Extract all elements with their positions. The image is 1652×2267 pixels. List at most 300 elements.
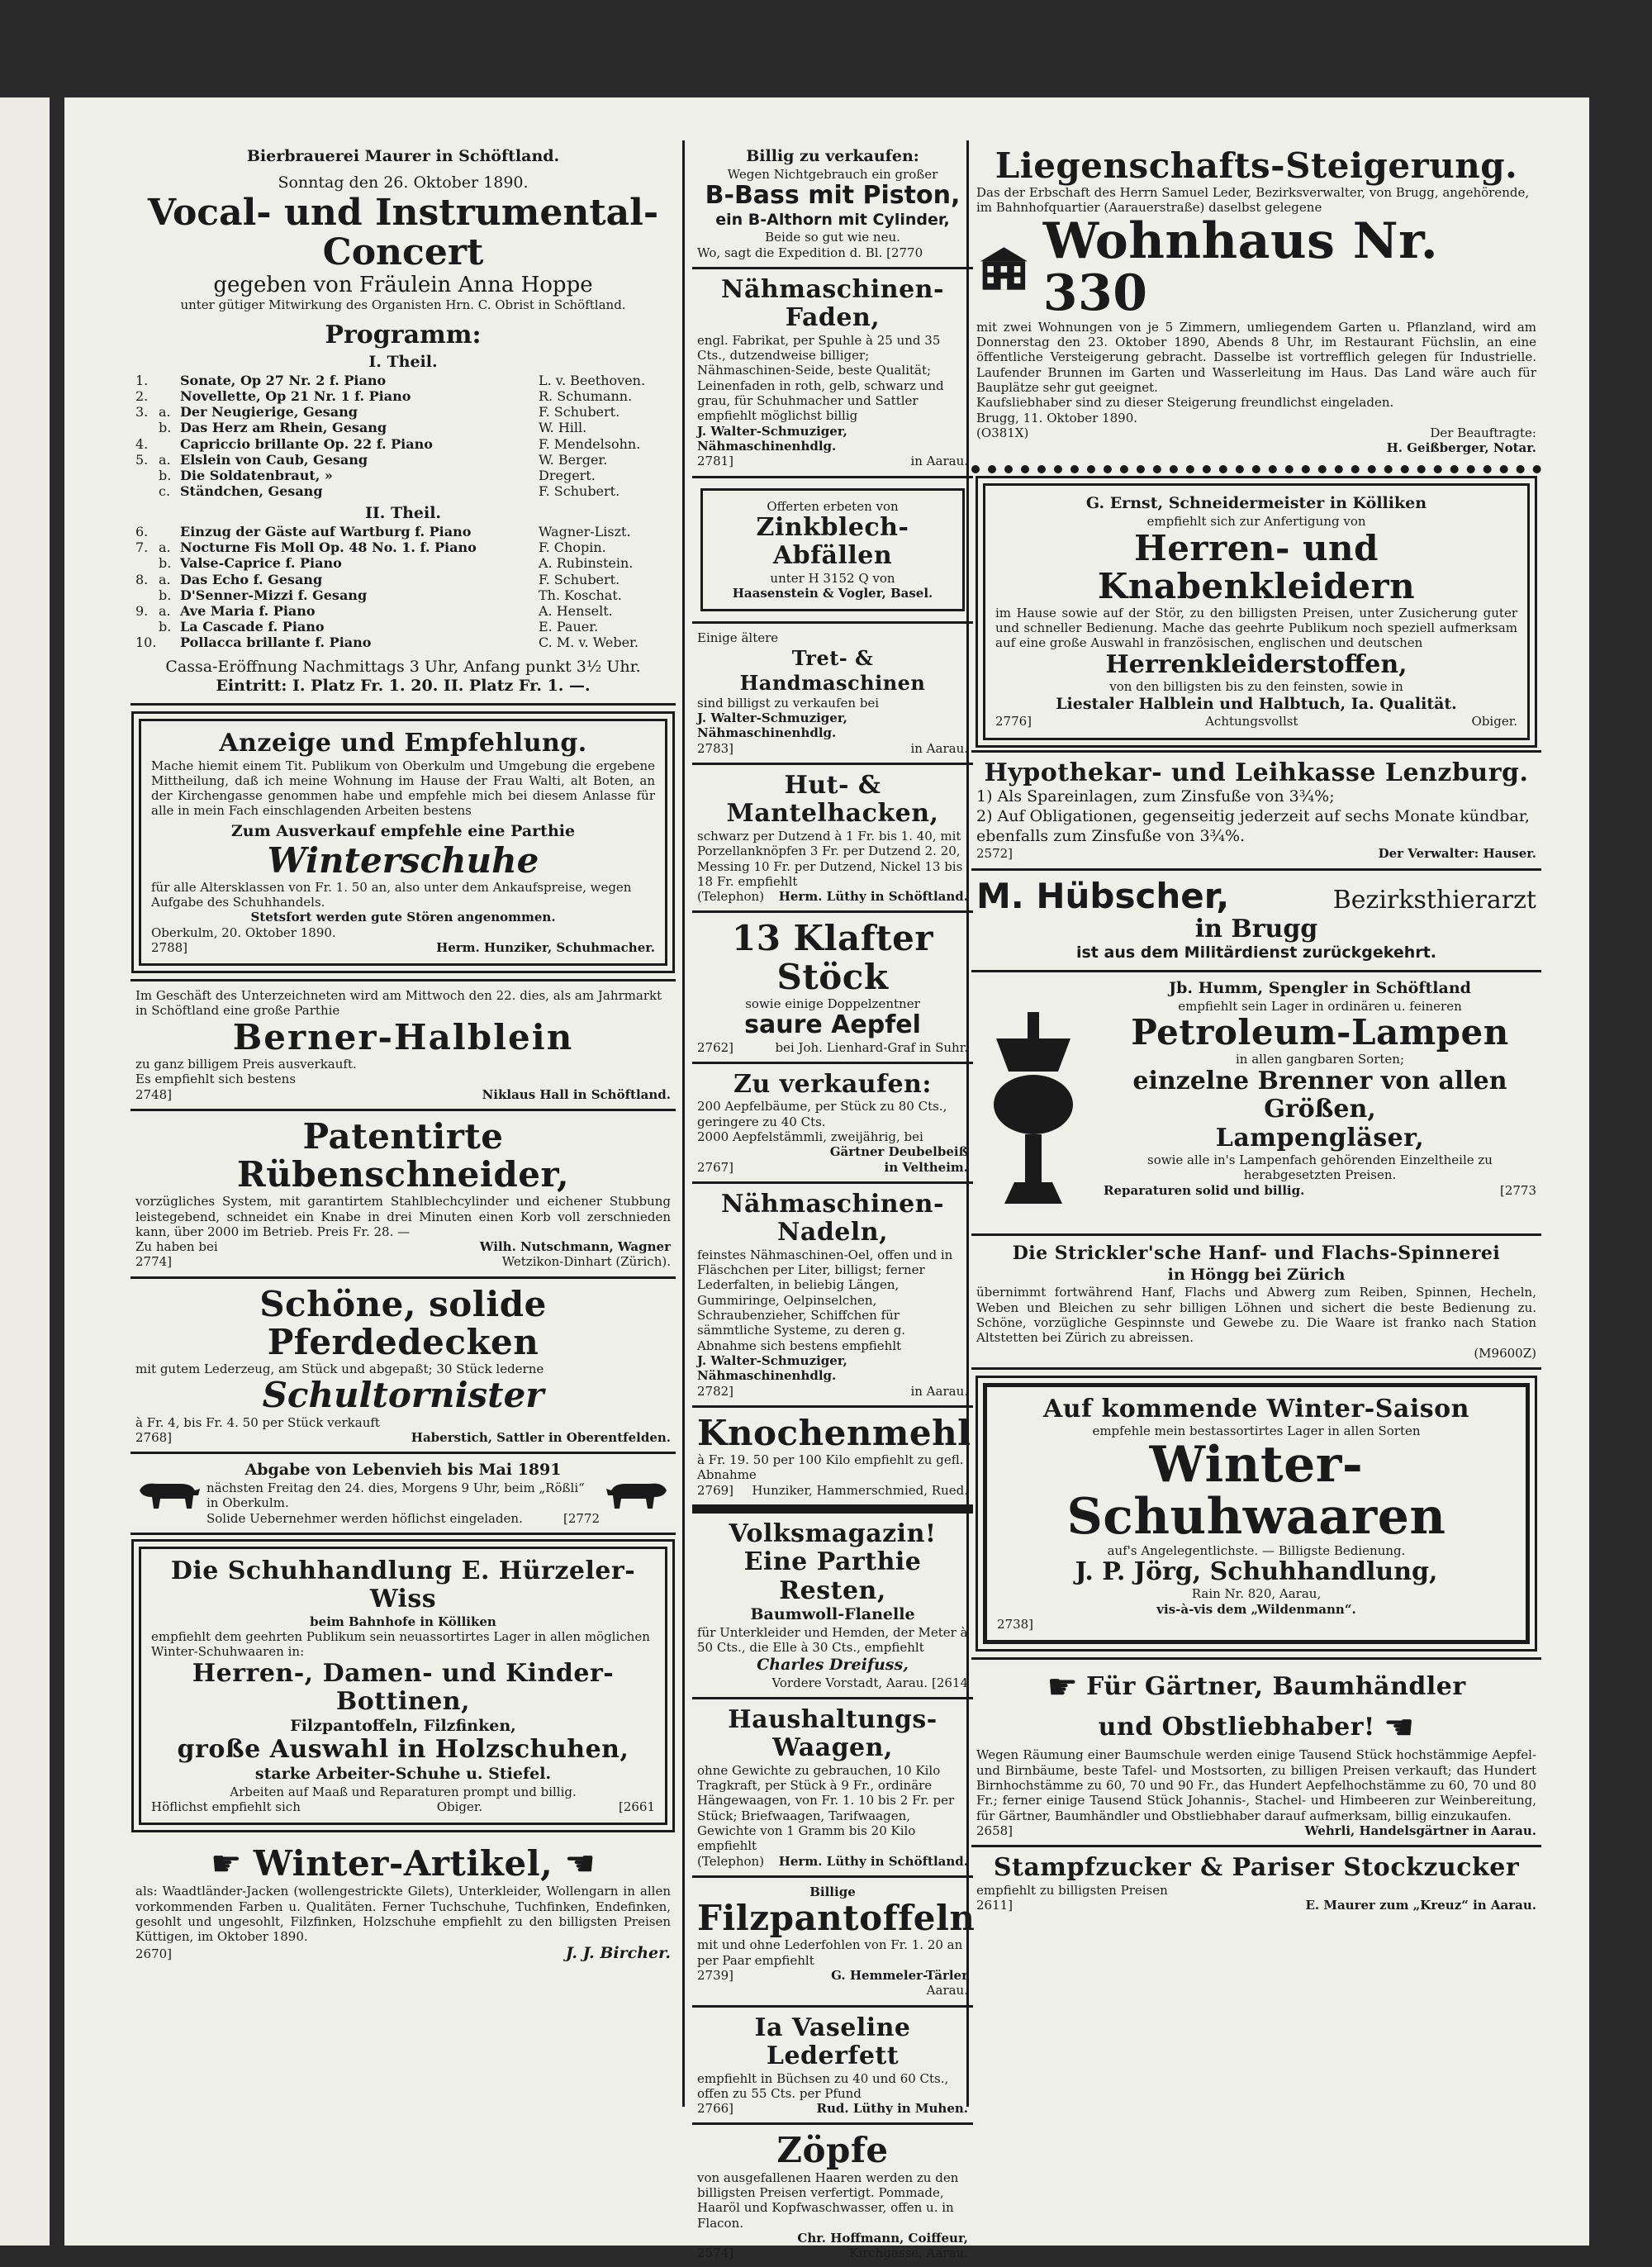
waagen-sign: Herm. Lüthy in Schöftland.: [778, 1853, 968, 1869]
program-title: Ave Maria f. Piano: [180, 603, 316, 620]
volks-big: Eine Parthie Resten,: [743, 1547, 922, 1605]
program-title: Novellette, Op 21 Nr. 1 f. Piano: [180, 388, 411, 405]
naehfaden-sign: J. Walter-Schmuziger, Nähmaschinenhdlg.: [697, 423, 847, 454]
lampen-ad: [971, 972, 1541, 1236]
naehfaden-place: in Aarau.: [910, 454, 968, 469]
schuh-ad: [139, 1547, 667, 1825]
vaseline-body: empfiehlt in Büchsen zu 40 und 60 Cts., offen zu 55 Cts. per Pfund: [697, 2070, 949, 2101]
ernst-l2: von den billigsten bis zu den feinsten, sowie in: [1109, 679, 1403, 695]
lebenvieh-title: Abgabe von Lebenvieh bis Mai 1891: [244, 1461, 562, 1480]
program-number: [135, 468, 159, 483]
huebscher-l1: ist aus dem Militärdienst zurückgekehrt.: [1075, 943, 1437, 962]
program-composer: R. Schumann.: [539, 388, 633, 405]
liegen-date: Brugg, 11. Oktober 1890.: [976, 410, 1138, 425]
billig-ad: [692, 140, 973, 269]
knochen-body: à Fr. 19. 50 per 100 Kilo empfiehlt zu gefl. Abnahme: [697, 1452, 964, 1483]
schuh-big: Herren-, Damen- und Kinder-Bottinen,: [192, 1658, 615, 1717]
column-rule-1: [682, 140, 685, 2107]
filz-l1: Billige: [809, 1884, 856, 1899]
program-title: Die Soldatenbraut, »: [180, 467, 333, 483]
program-title: Der Neugierige, Gesang: [180, 404, 358, 421]
billig-l3: Beide so gut wie neu.: [765, 230, 900, 245]
billig-big1: B-Bass mit Piston,: [705, 181, 961, 211]
pointing-hand-right-icon: ☛: [211, 1843, 242, 1884]
volks-place: Vordere Vorstadt, Aarau. [2614: [771, 1675, 968, 1690]
verk-place: in Veltheim.: [884, 1159, 968, 1175]
pferd-sub: mit gutem Lederzeug, am Stück und abgepaßt; 30 Stück lederne: [135, 1362, 544, 1377]
berner-ad: [131, 979, 676, 1111]
winter-sign: J. J. Bircher.: [565, 1944, 671, 1963]
ernst-body: im Hause sowie auf der Stör, zu den billigsten Preisen, unter Zusicherung guter und schneller Bedienung. Mache das geehrte Publikum noch speziell aufmerksam auf eine große Auswahl in französischen, englischen und deutschen: [995, 605, 1517, 651]
verk-l3: Gärtner Deubelbeiß: [829, 1144, 968, 1160]
rueben-ad: [131, 1111, 676, 1279]
strickler-title: Die Strickler'sche Hanf- und Flachs-Spinnerei: [1012, 1243, 1501, 1265]
program-row: [135, 587, 671, 603]
program-sub: [159, 388, 180, 404]
zink-l3: Haasenstein & Vogler, Basel.: [732, 586, 933, 601]
program-number: [135, 483, 159, 499]
schuh-sign: Obiger.: [436, 1799, 483, 1814]
rueben-avail: Zu haben bei: [135, 1239, 218, 1255]
waagen-ad: [692, 1699, 973, 1878]
joerg-code: 2738]: [997, 1617, 1034, 1633]
joerg-title: Auf kommende Winter-Saison: [1043, 1394, 1469, 1423]
zucker-ad: [971, 1847, 1541, 1919]
nadeln-title: Nähmaschinen-Nadeln,: [721, 1189, 944, 1248]
lampen-l4: Lampengläser,: [1215, 1123, 1425, 1153]
concert-date: Sonntag den 26. Oktober 1890.: [278, 173, 529, 192]
program-title: Einzug der Gäste auf Wartburg f. Piano: [180, 524, 472, 540]
program-number: 6.: [135, 524, 149, 540]
program-number: 7.: [135, 539, 149, 556]
program-sub: [159, 524, 180, 539]
tret-l1: Einige ältere: [697, 630, 779, 646]
waagen-tel: (Telephon): [697, 1853, 765, 1869]
program-row: [135, 483, 671, 499]
ernst-l3: Liestaler Halblein und Halbtuch, Ia. Qualität.: [1056, 694, 1457, 713]
knochen-title: Knochenmehl: [697, 1412, 971, 1453]
lampen-l6: Reparaturen solid und billig.: [1104, 1182, 1305, 1198]
anzeige-sign: Herm. Hunziker, Schuhmacher.: [436, 939, 655, 955]
klafter-code: 2762]: [697, 1039, 734, 1055]
program-composer: W. Hill.: [539, 420, 587, 436]
klafter-big2: saure Aepfel: [744, 1010, 921, 1040]
schuh-l1: beim Bahnhofe in Kölliken: [310, 1614, 496, 1629]
tret-code: 2783]: [697, 740, 734, 756]
waagen-body: ohne Gewichte zu gebrauchen, 10 Kilo Tragkraft, per Stück à 9 Fr., ordinäre Hängewaagen, von Fr. 1. 10 bis 2 Fr. per Stück; Briefwaagen, Tarifwaagen, Gewichte von 1 Gramm bis 20 Kilo empfiehlt: [697, 1762, 955, 1854]
ernst-l1: empfiehlt sich zur Anfertigung von: [1146, 514, 1366, 530]
huebscher-ad: [971, 871, 1541, 972]
program-title: Nocturne Fis Moll Op. 48 No. 1. f. Piano: [180, 539, 477, 556]
naehfaden-title: Nähmaschinen-Faden,: [721, 274, 944, 333]
zink-l1: Offerten erbeten von: [767, 498, 899, 514]
naehfaden-code: 2781]: [697, 454, 734, 469]
anzeige-stoeren: Stetsfort werden gute Stören angenommen.: [250, 910, 556, 925]
winter-code: 2670]: [135, 1946, 173, 1962]
program-row: [135, 524, 671, 539]
berner-sub: zu ganz billigem Preis ausverkauft.: [135, 1056, 357, 1072]
anzeige-body: Mache hiemit einem Tit. Publikum von Oberkulm und Umgebung die ergebene Mittheilung, daß ich meine Wohnung im Hause der Frau Walti, alt Boten, an der Kirchengasse genommen habe und empfehle mich bei diesem Anlasse für alle in mein Fach einschlagenden Arbeiten bestens: [151, 758, 655, 819]
filz-big: Filzpantoffeln: [697, 1898, 976, 1939]
program-row: [135, 619, 671, 634]
pointing-hand-left-icon: ☚: [1383, 1707, 1415, 1748]
schuh-l4: Höflichst empfiehlt sich: [151, 1799, 301, 1814]
program-row: [135, 634, 671, 650]
lampen-l5: sowie alle in's Lampenfach gehörenden Einzeltheile zu herabgesetzten Preisen.: [1147, 1153, 1493, 1183]
program-composer: Wagner-Liszt.: [539, 524, 631, 540]
program-row: [135, 420, 671, 435]
vaseline-ad: [692, 2008, 973, 2126]
program-title: Das Herz am Rhein, Gesang: [180, 420, 387, 436]
lampen-l1: empfiehlt sein Lager in ordinären u. feineren: [1178, 998, 1462, 1014]
hut-title: Hut- & Mantelhacken,: [726, 770, 939, 829]
program-row: [135, 555, 671, 571]
anzeige-big: Winterschuhe: [267, 839, 539, 881]
anzeige-small: für alle Altersklassen von Fr. 1. 50 an, also unter dem Ankaufspreise, wegen Aufgabe des Schuhhandels.: [151, 879, 632, 910]
joerg-sign: J. P. Jörg, Schuhhandlung,: [1075, 1556, 1438, 1586]
zink-l2: unter H 3152 Q von: [770, 570, 895, 586]
pferd-title: Schöne, solide Pferdedecken: [259, 1283, 547, 1362]
program-sub: a.: [159, 539, 171, 556]
anzeige-title: Anzeige und Empfehlung.: [219, 729, 587, 758]
billig-l2: ein B-Althorn mit Cylinder,: [715, 210, 950, 229]
huebscher-role: Bezirksthierarzt: [1332, 885, 1536, 915]
liegen-code: (O381X): [976, 425, 1029, 440]
verk-code: 2767]: [697, 1159, 734, 1175]
program-sub: b.: [159, 587, 172, 603]
lampen-l3: einzelne Brenner von allen Größen,: [1132, 1066, 1507, 1124]
column-left: [131, 140, 676, 2116]
knochen-ad: [692, 1408, 973, 1507]
waagen-title: Haushaltungs-Waagen,: [728, 1704, 938, 1763]
gaertner-title: Für Gärtner, Baumhändler: [1086, 1671, 1466, 1701]
program-sub: b.: [159, 555, 172, 572]
hypo-sign: Der Verwalter: Hauser.: [1378, 846, 1536, 862]
ernst-code: 2776]: [995, 714, 1032, 730]
schuh-l2: empfiehlt dem geehrten Publikum sein neuassortirtes Lager in allen möglichen Winter-Schuhwaaren in:: [151, 1629, 650, 1660]
program-row: [135, 468, 671, 483]
knochen-code: 2769]: [697, 1482, 734, 1498]
concert-assist: unter gütiger Mitwirkung des Organisten Hrn. C. Obrist in Schöftland.: [180, 297, 626, 313]
pointing-hand-right-icon: ☛: [1047, 1666, 1078, 1708]
klafter-l1: sowie einige Doppelzentner: [745, 996, 920, 1011]
naehfaden-ad: [692, 269, 973, 478]
concert-programm-heading: Programm:: [325, 320, 482, 349]
program-title: Elslein von Caub, Gesang: [180, 451, 368, 468]
program-sub: [159, 436, 180, 452]
zucker-code: 2611]: [976, 1897, 1014, 1913]
hypo-title: Hypothekar- und Leihkasse Lenzburg.: [984, 758, 1529, 787]
vaseline-code: 2766]: [697, 2101, 734, 2117]
liegen-role: Der Beauftragte:: [1430, 425, 1536, 440]
gaertner-sign: Wehrli, Handelsgärtner in Aarau.: [1304, 1823, 1536, 1838]
hypo-ad: [971, 750, 1541, 871]
lampen-code: [2773: [1499, 1182, 1536, 1198]
program-composer: E. Pauer.: [539, 619, 599, 635]
volks-sign: Charles Dreifuss,: [757, 1655, 909, 1674]
verk-l2: 2000 Aepfelstämmli, zweijährig, bei: [697, 1129, 923, 1144]
zoepfe-big: Zöpfe: [776, 2130, 889, 2171]
filz-code: 2739]: [697, 1967, 734, 1983]
gaertner-ad: [971, 1657, 1541, 1847]
strickler-body: übernimmt fortwährend Hanf, Flachs und Abwerg zum Reiben, Spinnen, Hecheln, Weben und Bleichen zu sehr billigen Löhnen und sichert die beste Bedienung zu. Schöne, vorzügliche Gespinnste und Gewebe zu. Die Waare ist franko nach Station Altstetten bei Zürich zu abreissen.: [976, 1285, 1536, 1346]
program-sub: a.: [159, 404, 171, 421]
strickler-place: in Höngg bei Zürich: [1167, 1265, 1346, 1284]
program-number: 2.: [135, 388, 149, 405]
joerg-l2: auf's Angelegentlichste. — Billigste Bedienung.: [1107, 1542, 1406, 1558]
program-sub: [159, 373, 180, 388]
ernst-ad: [983, 483, 1530, 739]
winter-artikel-ad: [131, 1837, 676, 1970]
nadeln-body: feinstes Nähmaschinen-Oel, offen und in Fläschchen per Liter, billigst; ferner Lederfalten, in beliebig Längen, Gummiringe, Oelpinselchen, Schraubenzieher, Schiffchen für sämmtliche Systeme, zu deren g. Abnahme sich bestens empfiehlt: [697, 1247, 953, 1353]
program-sub: a.: [159, 571, 171, 587]
program-number: [135, 420, 159, 435]
concert-header: Bierbrauerei Maurer in Schöftland.: [246, 147, 560, 165]
hypo-l1: 1) Als Spareinlagen, zum Zinsfuße von 3¾%;: [976, 787, 1335, 806]
concert-program-part1: [135, 373, 671, 500]
program-number: [135, 555, 159, 571]
program-number: [135, 587, 159, 603]
concert-eintritt: Eintritt: I. Platz Fr. 1. 20. II. Platz Fr. 1. —.: [216, 677, 591, 696]
pferd-price: à Fr. 4, bis Fr. 4. 50 per Stück verkauft: [135, 1414, 380, 1430]
program-row: [135, 404, 671, 420]
volks-l1: Baumwoll-Flanelle: [750, 1605, 915, 1624]
hut-body: schwarz per Dutzend à 1 Fr. bis 1. 40, mit Porzellanknöpfen 3 Fr. per Dutzend 2. 20, Messing 10 Fr. per Dutzend, Nickel 13 bis 18 Fr. empfiehlt: [697, 828, 963, 889]
program-title: Pollacca brillante f. Piano: [180, 634, 372, 651]
program-sub: [159, 634, 180, 650]
nadeln-code: 2782]: [697, 1383, 734, 1399]
liegen-intro: Das der Erbschaft des Herrn Samuel Leder, Bezirksverwalter, von Brugg, angehörende, im Bahnhofquartier (Aarauerstraße) daselbst gelegene: [976, 185, 1530, 216]
huebscher-name: M. Hübscher,: [976, 875, 1230, 916]
program-composer: F. Schubert.: [539, 571, 620, 587]
zoepfe-place: Kirchgasse, Aarau.: [849, 2246, 968, 2261]
program-title: Valse-Caprice f. Piano: [180, 555, 342, 572]
ernst-l4: Achtungsvollst: [1205, 714, 1298, 730]
program-title: La Cascade f. Piano: [180, 619, 325, 635]
zink-ad: [692, 478, 973, 625]
concert-program-part2: [135, 524, 671, 651]
ornamental-rule: [971, 465, 1541, 473]
hut-tel: (Telephon): [697, 889, 765, 905]
rueben-code: 2774]: [135, 1254, 173, 1270]
pferd-big: Schultornister: [262, 1375, 544, 1416]
filz-body: mit und ohne Lederfohlen von Fr. 1. 20 an per Paar empfiehlt: [697, 1937, 963, 1968]
filz-sign: G. Hemmeler-Tärler: [831, 1967, 968, 1983]
program-number: 8.: [135, 571, 149, 587]
liegen-sign: H. Geißberger, Notar.: [1386, 440, 1536, 456]
zucker-l1: empfiehlt zu billigsten Preisen: [976, 1882, 1168, 1898]
cow-icon: [135, 1472, 202, 1514]
program-composer: F. Schubert.: [539, 483, 620, 500]
program-row: [135, 539, 671, 555]
program-composer: F. Mendelsohn.: [539, 435, 641, 452]
liegen-title: Liegenschafts-Steigerung.: [995, 145, 1518, 186]
program-composer: F. Schubert.: [539, 404, 620, 421]
cow-icon: [605, 1472, 671, 1514]
program-composer: F. Chopin.: [539, 539, 606, 556]
nadeln-place: in Aarau.: [910, 1383, 968, 1399]
anzeige-code: 2788]: [151, 939, 188, 955]
schuh-big2: große Auswahl in Holzschuhen,: [177, 1735, 629, 1765]
hypo-code: 2572]: [976, 846, 1014, 862]
gaertner-body: Wegen Räumung einer Baumschule werden einige Tausend Stück hochstämmige Aepfel- und Birnbäume, beste Tafel- und Mostsorten, zu billigen Preisen verkauft; das Hundert Birnhochstämme zu 60, 70 und 90 Fr., das Hundert Aepfelhochstämme zu 60, 70 und 80 Fr.; ferner einige Tausend Stück Johannis-, Stachel- und Himbeeren zur Weinbereitung, für Gärtner, Baumhändler und Obstliebhaber darauf aufmerksam, billig einzukaufen.: [976, 1747, 1536, 1823]
nadeln-sign: J. Walter-Schmuziger, Nähmaschinenhdlg.: [697, 1352, 847, 1384]
joerg-l3: vis-à-vis dem „Wildenmann“.: [1156, 1601, 1356, 1617]
zoepfe-ad: [692, 2125, 973, 2267]
program-title: Sonate, Op 27 Nr. 2 f. Piano: [180, 372, 387, 388]
program-row: [135, 436, 671, 452]
ernst-sign: Obiger.: [1471, 714, 1517, 730]
anzeige-ad: [139, 719, 667, 966]
liegen-l2: Kaufsliebhaber sind zu dieser Steigerung freundlichst eingeladen.: [976, 395, 1394, 411]
volks-title: Volksmagazin!: [729, 1518, 937, 1548]
house-icon: [976, 243, 1032, 292]
filz-place: Aarau.: [926, 1983, 968, 1998]
verk-l1: 200 Aepfelbäume, per Stück zu 80 Cts., geringere zu 40 Cts.: [697, 1099, 947, 1129]
rueben-body: vorzügliches System, mit garantirtem Stahlblechcylinder und eichener Stubbung leistegebend, schneidet ein Knabe in drei Minuten einen Korb voll zerschnieden kann, über 2000 im Betrieb. Preis Fr. 28. —: [135, 1194, 671, 1239]
lampen-l2: in allen gangbaren Sorten;: [1236, 1052, 1404, 1067]
strickler-ad: [971, 1236, 1541, 1370]
program-sub: b.: [159, 420, 172, 436]
volks-body: für Unterkleider und Hemden, der Meter à 50 Cts., die Elle à 30 Cts., empfiehlt: [697, 1625, 968, 1656]
liegen-body: mit zwei Wohnungen von je 5 Zimmern, umliegendem Garten u. Pflanzland, wird am Donnerstag den 23. Oktober 1890, Abends 8 Uhr, im Restaurant Füchslin, an eine öffentliche Versteigerung gebracht. Dasselbe ist vortrefflich gelegen für Industrielle. Laufender Brunnen im Garten und Wasserleitung im Haus. Das Land wäre auch für Bauplätze sehr gut geeignet.: [976, 319, 1536, 395]
hypo-l2: 2) Auf Obligationen, gegenseitig jederzeit auf sechs Monate kündbar, ebenfalls zum Zinsfuße von 3¾%.: [976, 806, 1530, 845]
klafter-big: 13 Klafter Stöck: [731, 918, 934, 997]
billig-l4: Wo, sagt die Expedition d. Bl. [2770: [697, 245, 923, 260]
lebenvieh-foot: Solide Uebernehmer werden höflichst eingeladen.: [206, 1510, 523, 1526]
program-row: [135, 603, 671, 619]
pointing-hand-left-icon: ☚: [564, 1843, 596, 1884]
rueben-place: Wetzikon-Dinhart (Zürich).: [501, 1254, 671, 1270]
klafter-sign: bei Joh. Lienhard-Graf in Suhr.: [775, 1039, 968, 1055]
lebenvieh-code: [2772: [563, 1510, 600, 1526]
vaseline-big: Ia Vaseline Lederfett: [754, 2013, 911, 2071]
tret-sign: J. Walter-Schmuziger, Nähmaschinenhdlg.: [697, 711, 847, 741]
program-number: 10.: [135, 634, 157, 651]
zucker-sign: E. Maurer zum „Kreuz“ in Aarau.: [1305, 1897, 1536, 1913]
program-number: [135, 619, 159, 634]
schuh-title: Die Schuhhandlung E. Hürzeler-Wiss: [170, 1556, 636, 1614]
hut-sign: Herm. Lüthy in Schöftland.: [778, 889, 968, 905]
zoepfe-code: 2574]: [697, 2246, 734, 2261]
program-sub: a.: [159, 603, 171, 620]
verk-ad: [692, 1064, 973, 1184]
gaertner-title2: und Obstliebhaber!: [1098, 1712, 1375, 1742]
program-number: 5.: [135, 451, 149, 468]
program-sub: a.: [159, 451, 171, 468]
lebenvieh-body: nächsten Freitag den 24. dies, Morgens 9 Uhr, beim „Rößli“ in Oberkulm.: [206, 1480, 585, 1511]
huebscher-place: in Brugg: [1194, 914, 1318, 943]
petroleum-lamp-icon: [980, 1005, 1087, 1212]
lampen-title: Jb. Humm, Spengler in Schöftland: [1169, 979, 1471, 998]
berner-code: 2748]: [135, 1086, 173, 1102]
program-composer: W. Berger.: [539, 451, 608, 468]
program-title: D'Senner-Mizzi f. Gesang: [180, 587, 368, 603]
knochen-sign: Hunziker, Hammerschmied, Rued.: [752, 1482, 968, 1498]
schuh-l3: Arbeiten auf Maaß und Reparaturen prompt und billig.: [230, 1784, 577, 1799]
schuh-code: [2661: [618, 1799, 655, 1814]
concert-title: Vocal- und Instrumental-Concert: [147, 191, 659, 273]
ernst-big: Herren- und Knabenkleidern: [1097, 527, 1416, 606]
liegen-ad: [971, 140, 1541, 462]
joerg-l1: empfehle mein bestassortirtes Lager in allen Sorten: [1092, 1423, 1421, 1439]
program-composer: Th. Koschat.: [539, 587, 622, 603]
program-number: 3.: [135, 404, 149, 421]
program-row: [135, 452, 671, 468]
vaseline-sign: Rud. Lüthy in Muhen.: [816, 2101, 968, 2117]
tret-ad: [692, 624, 973, 764]
pferd-code: 2768]: [135, 1429, 173, 1445]
lampen-big: Petroleum-Lampen: [1131, 1012, 1509, 1053]
rueben-title: Patentirte Rübenschneider,: [236, 1115, 570, 1195]
zink-big: Zinkblech-Abfällen: [756, 512, 909, 571]
tret-body: sind billigst zu verkaufen bei: [697, 695, 880, 711]
joerg-ad: [983, 1383, 1530, 1644]
concert-part2: II. Theil.: [364, 504, 442, 523]
berner-intro: Im Geschäft des Unterzeichneten wird am Mittwoch den 22. dies, als am Jahrmarkt in Schöftland eine große Parthie: [135, 988, 662, 1019]
winter-title: Winter-Artikel,: [253, 1842, 553, 1884]
concert-ad: [131, 140, 676, 706]
program-title: Das Echo f. Gesang: [180, 571, 323, 587]
tret-big: Tret- & Handmaschinen: [739, 645, 926, 695]
program-sub: b.: [159, 467, 172, 483]
zoepfe-sign: Chr. Hoffmann, Coiffeur,: [797, 2230, 968, 2246]
program-number: 4.: [135, 435, 149, 452]
concert-given-by: gegeben von Fräulein Anna Hoppe: [213, 273, 593, 298]
joerg-big: Winter-Schuhwaaren: [1066, 1435, 1446, 1546]
program-composer: A. Rubinstein.: [539, 555, 634, 572]
zoepfe-body: von ausgefallenen Haaren werden zu den billigsten Preisen verfertigt. Pommade, Haaröl und Kopfwaschwasser, offen u. in Flacon.: [697, 2170, 959, 2231]
berner-big: Berner-Halblein: [232, 1016, 574, 1057]
program-row: [135, 572, 671, 587]
billig-l1: Wegen Nichtgebrauch ein großer: [727, 166, 938, 182]
pferd-sign: Haberstich, Sattler in Oberentfelden.: [411, 1429, 671, 1445]
schuh-mid: Filzpantoffeln, Filzfinken,: [290, 1716, 516, 1735]
program-composer: A. Henselt.: [539, 603, 613, 620]
volks-ad: [692, 1507, 973, 1699]
program-number: 1.: [135, 372, 149, 388]
klafter-ad: [692, 913, 973, 1063]
program-row: [135, 388, 671, 404]
nadeln-ad: [692, 1184, 973, 1408]
ernst-title: G. Ernst, Schneidermeister in Kölliken: [1085, 494, 1427, 513]
program-title: Ständchen, Gesang: [180, 483, 323, 500]
gaertner-code: 2658]: [976, 1823, 1014, 1838]
program-row: [135, 373, 671, 388]
filz-ad: [692, 1878, 976, 2008]
strickler-code: (M9600Z): [1474, 1345, 1536, 1361]
pferd-ad: [131, 1279, 676, 1454]
column-middle: [692, 140, 976, 2261]
concert-cassa: Cassa-Eröffnung Nachmittags 3 Uhr, Anfang punkt 3½ Uhr.: [165, 657, 641, 676]
verk-title: Zu verkaufen:: [733, 1069, 932, 1099]
winter-body: als: Waadtländer-Jacken (wollengestrickte Gilets), Unterkleider, Wollengarn in allen vorkommenden Farben u. Qualitäten. Ferner Tuchschuhe, Tuchfinken, Endefinken, gesohlt und ungesohlt, Filzfinken, Holzschuhe empfiehlt zu den billigsten Preisen Küttigen, im Oktober 1890.: [135, 1884, 671, 1945]
tret-place: in Aarau.: [910, 740, 968, 756]
lebenvieh-ad: [131, 1454, 676, 1535]
ernst-big2: Herrenkleiderstoffen,: [1105, 649, 1408, 679]
berner-sign: Niklaus Hall in Schöftland.: [482, 1086, 671, 1102]
joerg-addr: Rain Nr. 820, Aarau,: [1191, 1586, 1322, 1602]
concert-part1: I. Theil.: [368, 353, 438, 372]
program-composer: Dregert.: [539, 467, 596, 483]
zucker-title: Stampfzucker & Pariser Stockzucker: [993, 1853, 1520, 1883]
berner-rec: Es empfiehlt sich bestens: [135, 1072, 297, 1087]
schuh-mid2: starke Arbeiter-Schuhe u. Stiefel.: [254, 1764, 552, 1783]
program-sub: c.: [159, 483, 171, 500]
billig-title: Billig zu verkaufen:: [746, 147, 919, 165]
hut-ad: [692, 765, 973, 913]
program-title: Capriccio brillante Op. 22 f. Piano: [180, 435, 433, 452]
